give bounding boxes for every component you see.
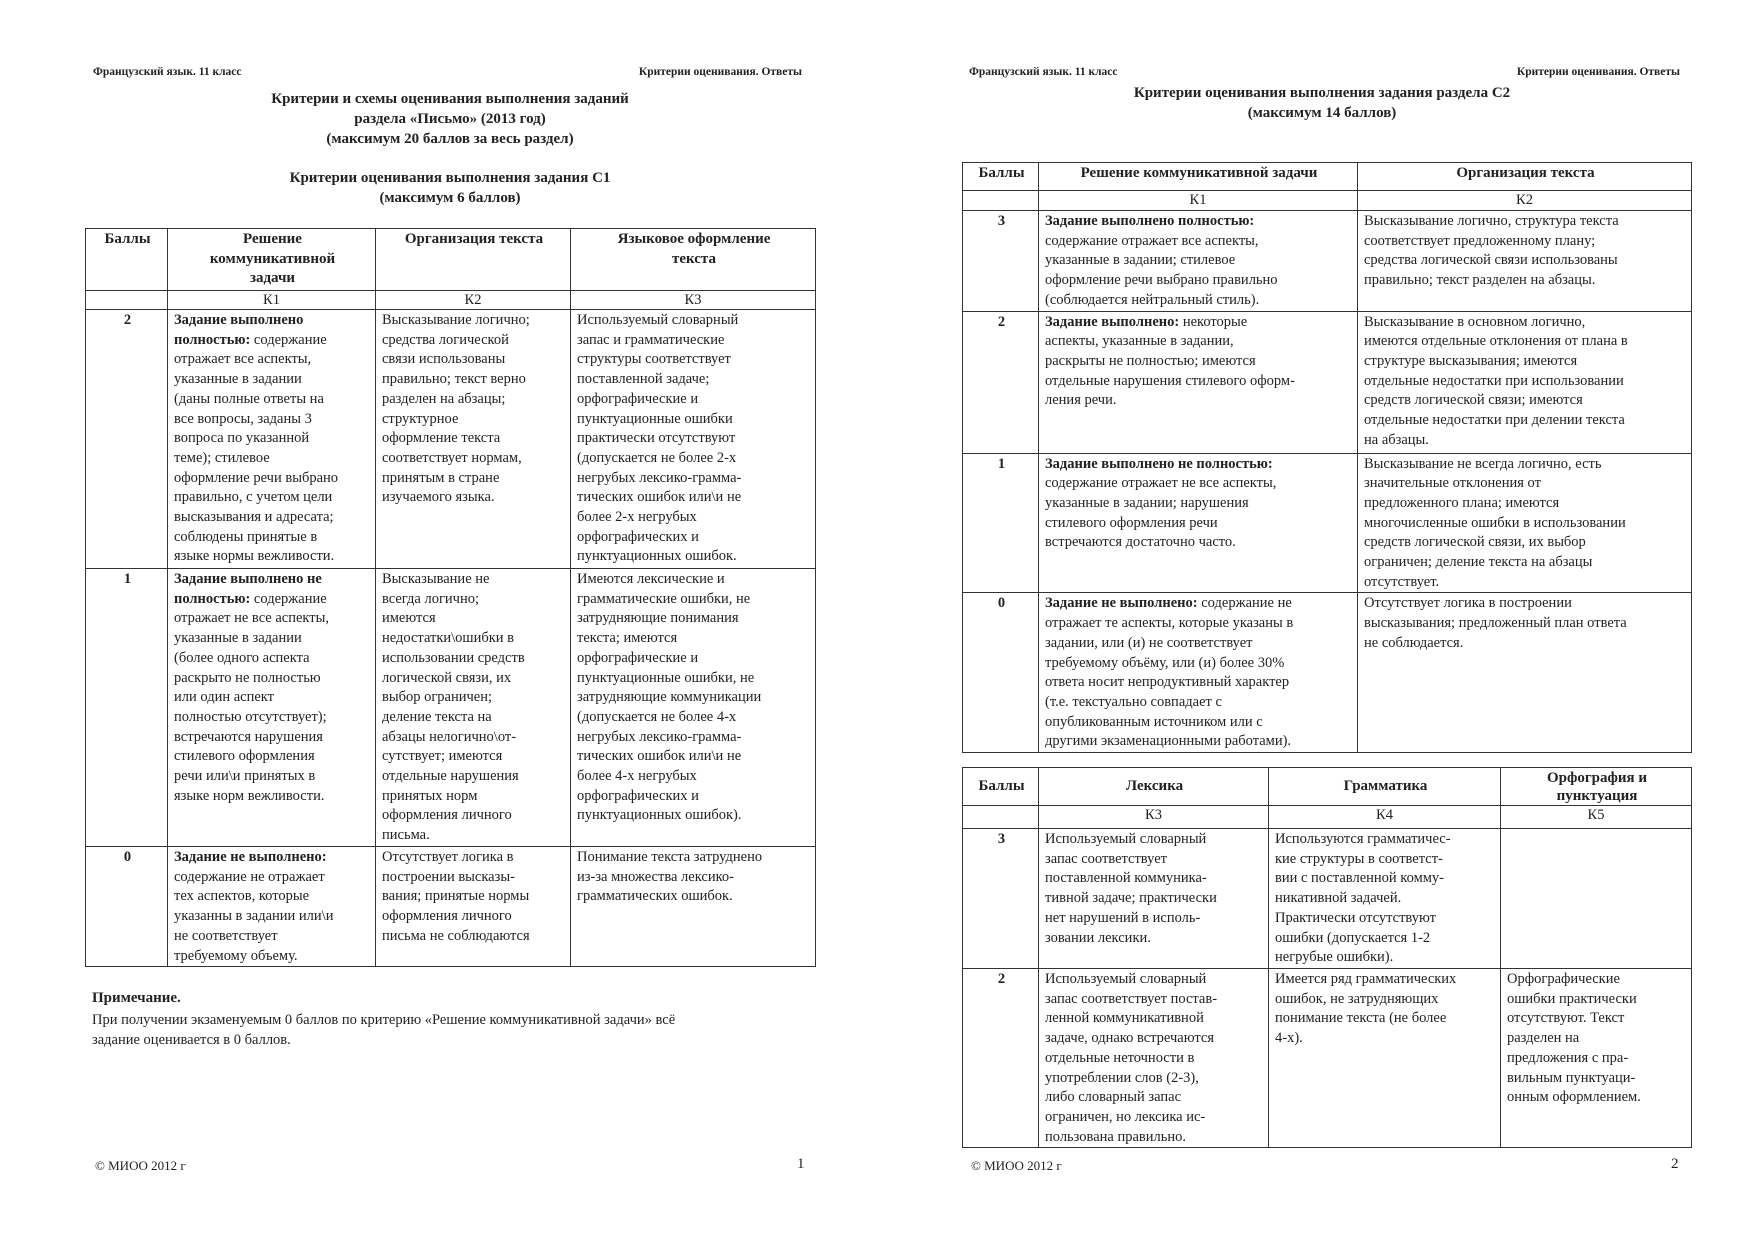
- criterion-code: К3: [571, 291, 816, 310]
- criterion-code: К4: [1269, 806, 1501, 829]
- empty-cell: [86, 291, 168, 310]
- table-row: [86, 847, 816, 967]
- column-header: Решение коммуникативной задачи: [1039, 163, 1358, 191]
- title-line: Критерии оценивания выполнения задания С1: [289, 170, 611, 186]
- k4-cell: Имеется ряд грамматических ошибок, не затрудняющих понимание текста (не более 4-х).: [1269, 969, 1501, 1148]
- k1-cell: [168, 569, 376, 847]
- points-cell: 2: [86, 310, 168, 569]
- k2-cell: Высказывание в основном логично, имеются отдельные отклонения от плана в структуре высказывания; имеются отдельные недостатки при использовании средств логической связи; имеются отдельные недостатки при делении текста на абзацы.: [1358, 311, 1692, 453]
- k1-cell: [168, 847, 376, 967]
- column-header: Баллы: [963, 768, 1039, 806]
- k1-lead: Задание не выполнено:: [174, 849, 327, 865]
- footer-copyright: © МИОО 2012 г: [971, 1158, 1062, 1173]
- points-cell: 2: [963, 311, 1039, 453]
- table-row: [86, 569, 816, 847]
- k5-cell: Орфографические ошибки практически отсутствуют. Текст разделен на предложения с пра- вильным пунктуаци- онным оформлением.: [1501, 969, 1692, 1148]
- table-row: [963, 211, 1692, 312]
- section-title-c2: [887, 83, 1754, 123]
- k3-cell: Имеются лексические и грамматические ошибки, не затрудняющие понимания текста; имеются орфографические и пунктуационные ошибки, не затрудняющие коммуникации (допускается не более 4-х негрубых лексико-грамма- тических ошибок или\и не более 4-х негрубых орфографических и пунктуационных ошибок).: [571, 569, 816, 847]
- points-cell: 1: [86, 569, 168, 847]
- k1-text: содержание отражает не все аспекты, указанные в задании; нарушения стилевого оформления речи встречаются достаточно часто.: [1045, 475, 1277, 551]
- k3-cell: Используемый словарный запас соответствует поставленной коммуника- тивной задаче; практически нет нарушений в исполь- зовании лексики.: [1039, 829, 1269, 969]
- column-header: Баллы: [86, 229, 168, 291]
- table-row: [963, 829, 1692, 969]
- title-line: (максимум 6 баллов): [379, 190, 521, 206]
- k3-cell: Используемый словарный запас соответствует постав- ленной коммуникативной задаче, однако встречаются отдельные неточности в употреблении слов (2-3), либо словарный запас ограничен, но лексика ис- пользована правильно.: [1039, 969, 1269, 1148]
- running-header-right: Критерии оценивания. Ответы: [1516, 66, 1680, 78]
- criteria-codes-row: [963, 191, 1692, 211]
- k1-cell: [1039, 593, 1358, 753]
- title-line: раздела «Письмо» (2013 год): [354, 111, 546, 127]
- k1-lead: Задание выполнено полностью:: [1045, 213, 1255, 229]
- title-line: Критерии и схемы оценивания выполнения заданий: [271, 91, 629, 107]
- k1-text: некоторые аспекты, указанные в задании, раскрыты не полностью; имеются отдельные нарушения стилевого оформ- ления речи.: [1045, 313, 1295, 409]
- k1-text: содержание отражает все аспекты, указанные в задании; стилевое оформление речи выбрано правильно (соблюдается нейтральный стиль).: [1045, 232, 1278, 308]
- points-cell: 2: [963, 969, 1039, 1148]
- table-row: [963, 453, 1692, 593]
- running-header-left: Французский язык. 11 класс: [969, 66, 1118, 78]
- k1-text: содержание не отражает тех аспектов, которые указанны в задании или\и не соответствует требуемому объему.: [174, 868, 334, 964]
- note-text: При получении экзаменуемым 0 баллов по критерию «Решение коммуникативной задачи» всё задание оценивается в 0 баллов.: [92, 1012, 676, 1048]
- k1-lead: Задание выполнено не полностью:: [174, 571, 322, 607]
- k2-cell: Отсутствует логика в построении высказывания; предложенный план ответа не соблюдается.: [1358, 593, 1692, 753]
- criterion-code: К1: [168, 291, 376, 310]
- k1-text: содержание отражает не все аспекты, указанные в задании (более одного аспекта раскрыто не полностью или один аспект полностью отсутствует); встречаются нарушения стилевого оформления речи или\и принятых в языке норм вежливости.: [174, 590, 329, 804]
- column-header: Орфография и пунктуация: [1501, 768, 1692, 806]
- column-header: Языковое оформление текста: [571, 229, 816, 291]
- k5-cell: [1501, 829, 1692, 969]
- k1-text: содержание отражает все аспекты, указанные в задании (даны полные ответы на все вопросы, заданы 3 вопроса по указанной теме); стилевое оформление речи выбрано правильно, с учетом цели высказывания и адресата; соблюдены принятые в языке нормы вежливости.: [174, 331, 339, 565]
- criteria-codes-row: [86, 291, 816, 310]
- section-title-c1: [15, 168, 885, 208]
- column-header: Грамматика: [1269, 768, 1501, 806]
- table-row: [963, 593, 1692, 753]
- note-heading: Примечание.: [92, 990, 181, 1006]
- criteria-codes-row: [963, 806, 1692, 829]
- page-number: 2: [1671, 1156, 1679, 1172]
- points-cell: 0: [86, 847, 168, 967]
- criterion-code: К1: [1039, 191, 1358, 211]
- title-line: (максимум 20 баллов за весь раздел): [326, 131, 574, 147]
- page-number: 1: [797, 1156, 805, 1172]
- column-header: Баллы: [963, 163, 1039, 191]
- criteria-table-c2-k1-k2: [962, 162, 1692, 753]
- k1-cell: [168, 310, 376, 569]
- table-header-row: [86, 229, 816, 291]
- table-header-row: [963, 163, 1692, 191]
- column-header: Организация текста: [376, 229, 571, 291]
- points-cell: 3: [963, 211, 1039, 312]
- k2-cell: Высказывание логично, структура текста соответствует предложенному плану; средства логической связи использованы правильно; текст разделен на абзацы.: [1358, 211, 1692, 312]
- title-line: Критерии оценивания выполнения задания раздела С2: [1133, 85, 1511, 101]
- k1-cell: [1039, 311, 1358, 453]
- table-row: [963, 311, 1692, 453]
- k4-cell: Используются грамматичес- кие структуры в соответст- вии с поставленной комму- никативной задачей. Практически отсутствуют ошибки (допускается 1-2 негрубые ошибки).: [1269, 829, 1501, 969]
- k2-cell: Отсутствует логика в построении высказы- вания; принятые нормы оформления личного письма не соблюдаются: [376, 847, 571, 967]
- column-header: Организация текста: [1358, 163, 1692, 191]
- points-cell: 0: [963, 593, 1039, 753]
- k1-text: содержание не отражает те аспекты, которые указаны в задании, или (и) не соответствует требуемому объёму, или (и) более 30% ответа носит непродуктивный характер (т.е. текстуально совпадает с опубликованным источником или с другими экзаменационными работами).: [1045, 595, 1294, 750]
- table-row: [86, 310, 816, 569]
- points-cell: 1: [963, 453, 1039, 593]
- footer-copyright: © МИОО 2012 г: [95, 1158, 186, 1173]
- k3-cell: Используемый словарный запас и грамматические структуры соответствует поставленной задаче; орфографические и пунктуационные ошибки практически отсутствуют (допускается не более 2-х негрубых лексико-грамма- тических ошибок или\и не более 2-х негрубых орфографических и пунктуационных ошибок.: [571, 310, 816, 569]
- criterion-code: К2: [376, 291, 571, 310]
- k3-cell: Понимание текста затруднено из-за множества лексико- грамматических ошибок.: [571, 847, 816, 967]
- criterion-code: К5: [1501, 806, 1692, 829]
- k1-lead: Задание выполнено:: [1045, 313, 1180, 330]
- page-2: [877, 0, 1754, 1239]
- k1-lead: Задание выполнено полностью:: [174, 312, 304, 348]
- empty-cell: [963, 806, 1039, 829]
- criterion-code: К3: [1039, 806, 1269, 829]
- running-header-right: Критерии оценивания. Ответы: [638, 66, 802, 78]
- criteria-table-c1: [85, 228, 816, 967]
- table-row: [963, 969, 1692, 1148]
- empty-cell: [963, 191, 1039, 211]
- document-title: [15, 89, 885, 149]
- column-header: Лексика: [1039, 768, 1269, 806]
- points-cell: 3: [963, 829, 1039, 969]
- title-line: (максимум 14 баллов): [1247, 105, 1397, 121]
- criterion-code: К2: [1358, 191, 1692, 211]
- k2-cell: Высказывание логично; средства логической связи использованы правильно; текст верно разделен на абзацы; структурное оформление текста соответствует нормам, принятым в стране изучаемого языка.: [376, 310, 571, 569]
- k2-cell: Высказывание не всегда логично; имеются недостатки\ошибки в использовании средств логической связи, их выбор ограничен; деление текста на абзацы нелогично\от- сутствует; имеются отдельные нарушения принятых норм оформления личного письма.: [376, 569, 571, 847]
- k1-lead: Задание выполнено не полностью:: [1045, 455, 1273, 472]
- column-header: Решение коммуникативной задачи: [168, 229, 376, 291]
- k2-cell: Высказывание не всегда логично, есть значительные отклонения от предложенного плана; имеются многочисленные ошибки в использовании средств логической связи, их выбор ограничен; деление текста на абзацы отсутствует.: [1358, 453, 1692, 593]
- k1-cell: [1039, 453, 1358, 593]
- table-header-row: [963, 768, 1692, 806]
- k1-cell: [1039, 211, 1358, 312]
- criteria-table-c2-k3-k5: [962, 767, 1692, 1148]
- running-header-left: Французский язык. 11 класс: [93, 66, 242, 78]
- k1-lead: Задание не выполнено:: [1045, 595, 1198, 612]
